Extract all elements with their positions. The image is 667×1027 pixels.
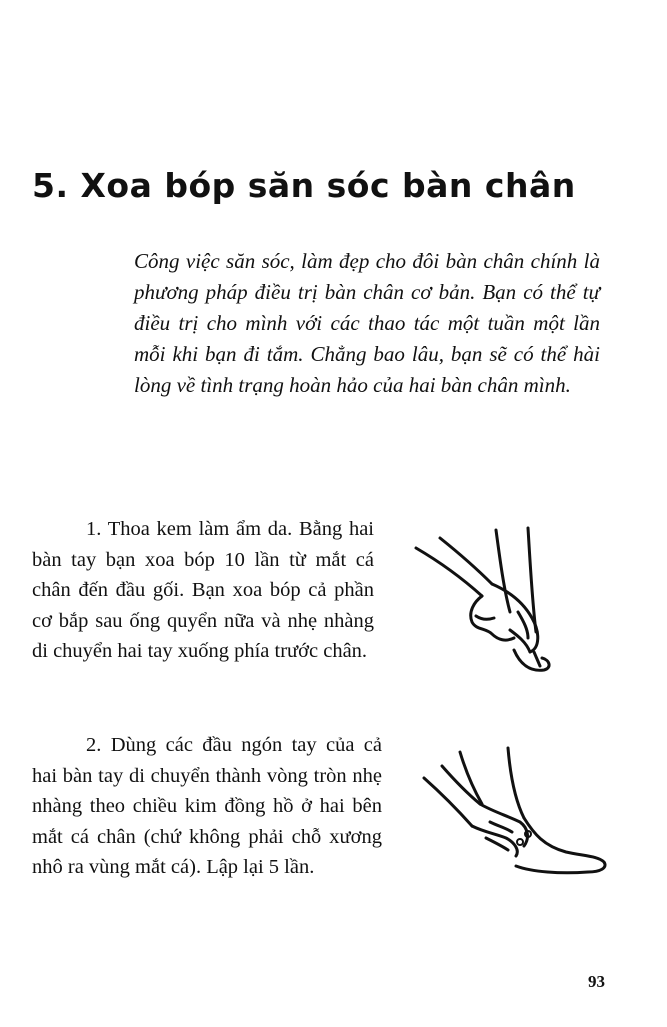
- ankle-massage-illustration-2: [420, 742, 610, 892]
- page-number: 93: [588, 972, 605, 991]
- section-title: 5. Xoa bóp săn sóc bàn chân: [32, 166, 576, 205]
- step-1: [32, 514, 374, 667]
- step-2-text: 2. Dùng các đầu ngón tay của cả hai bàn tay di chuyển thành vòng tròn nhẹ nhàng theo chiều kim đồng hồ ở hai bên mắt cá chân (chứ không phải chỗ xương nhô ra vùng mắt cá). Lập lại 5 lần.: [32, 734, 382, 878]
- intro-paragraph: Công việc săn sóc, làm đẹp cho đôi bàn chân chính là phương pháp điều trị bàn chân cơ bản. Bạn có thể tự điều trị cho mình với các thao tác một tuần một lần mỗi khi bạn đi tắm. Chẳng bao lâu, bạn sẽ có thể hài lòng về tình trạng hoàn hảo của hai bàn chân mình.: [134, 249, 600, 397]
- step-1-text: 1. Thoa kem làm ẩm da. Bằng hai bàn tay bạn xoa bóp 10 lần từ mắt cá chân đến đầu gối. Bạn xoa bóp cả phần cơ bắp sau ống quyển nữa và nhẹ nhàng di chuyển hai tay xuống phía trước chân.: [32, 518, 374, 662]
- step-2: [32, 730, 382, 883]
- leg-massage-illustration-1: [410, 520, 560, 685]
